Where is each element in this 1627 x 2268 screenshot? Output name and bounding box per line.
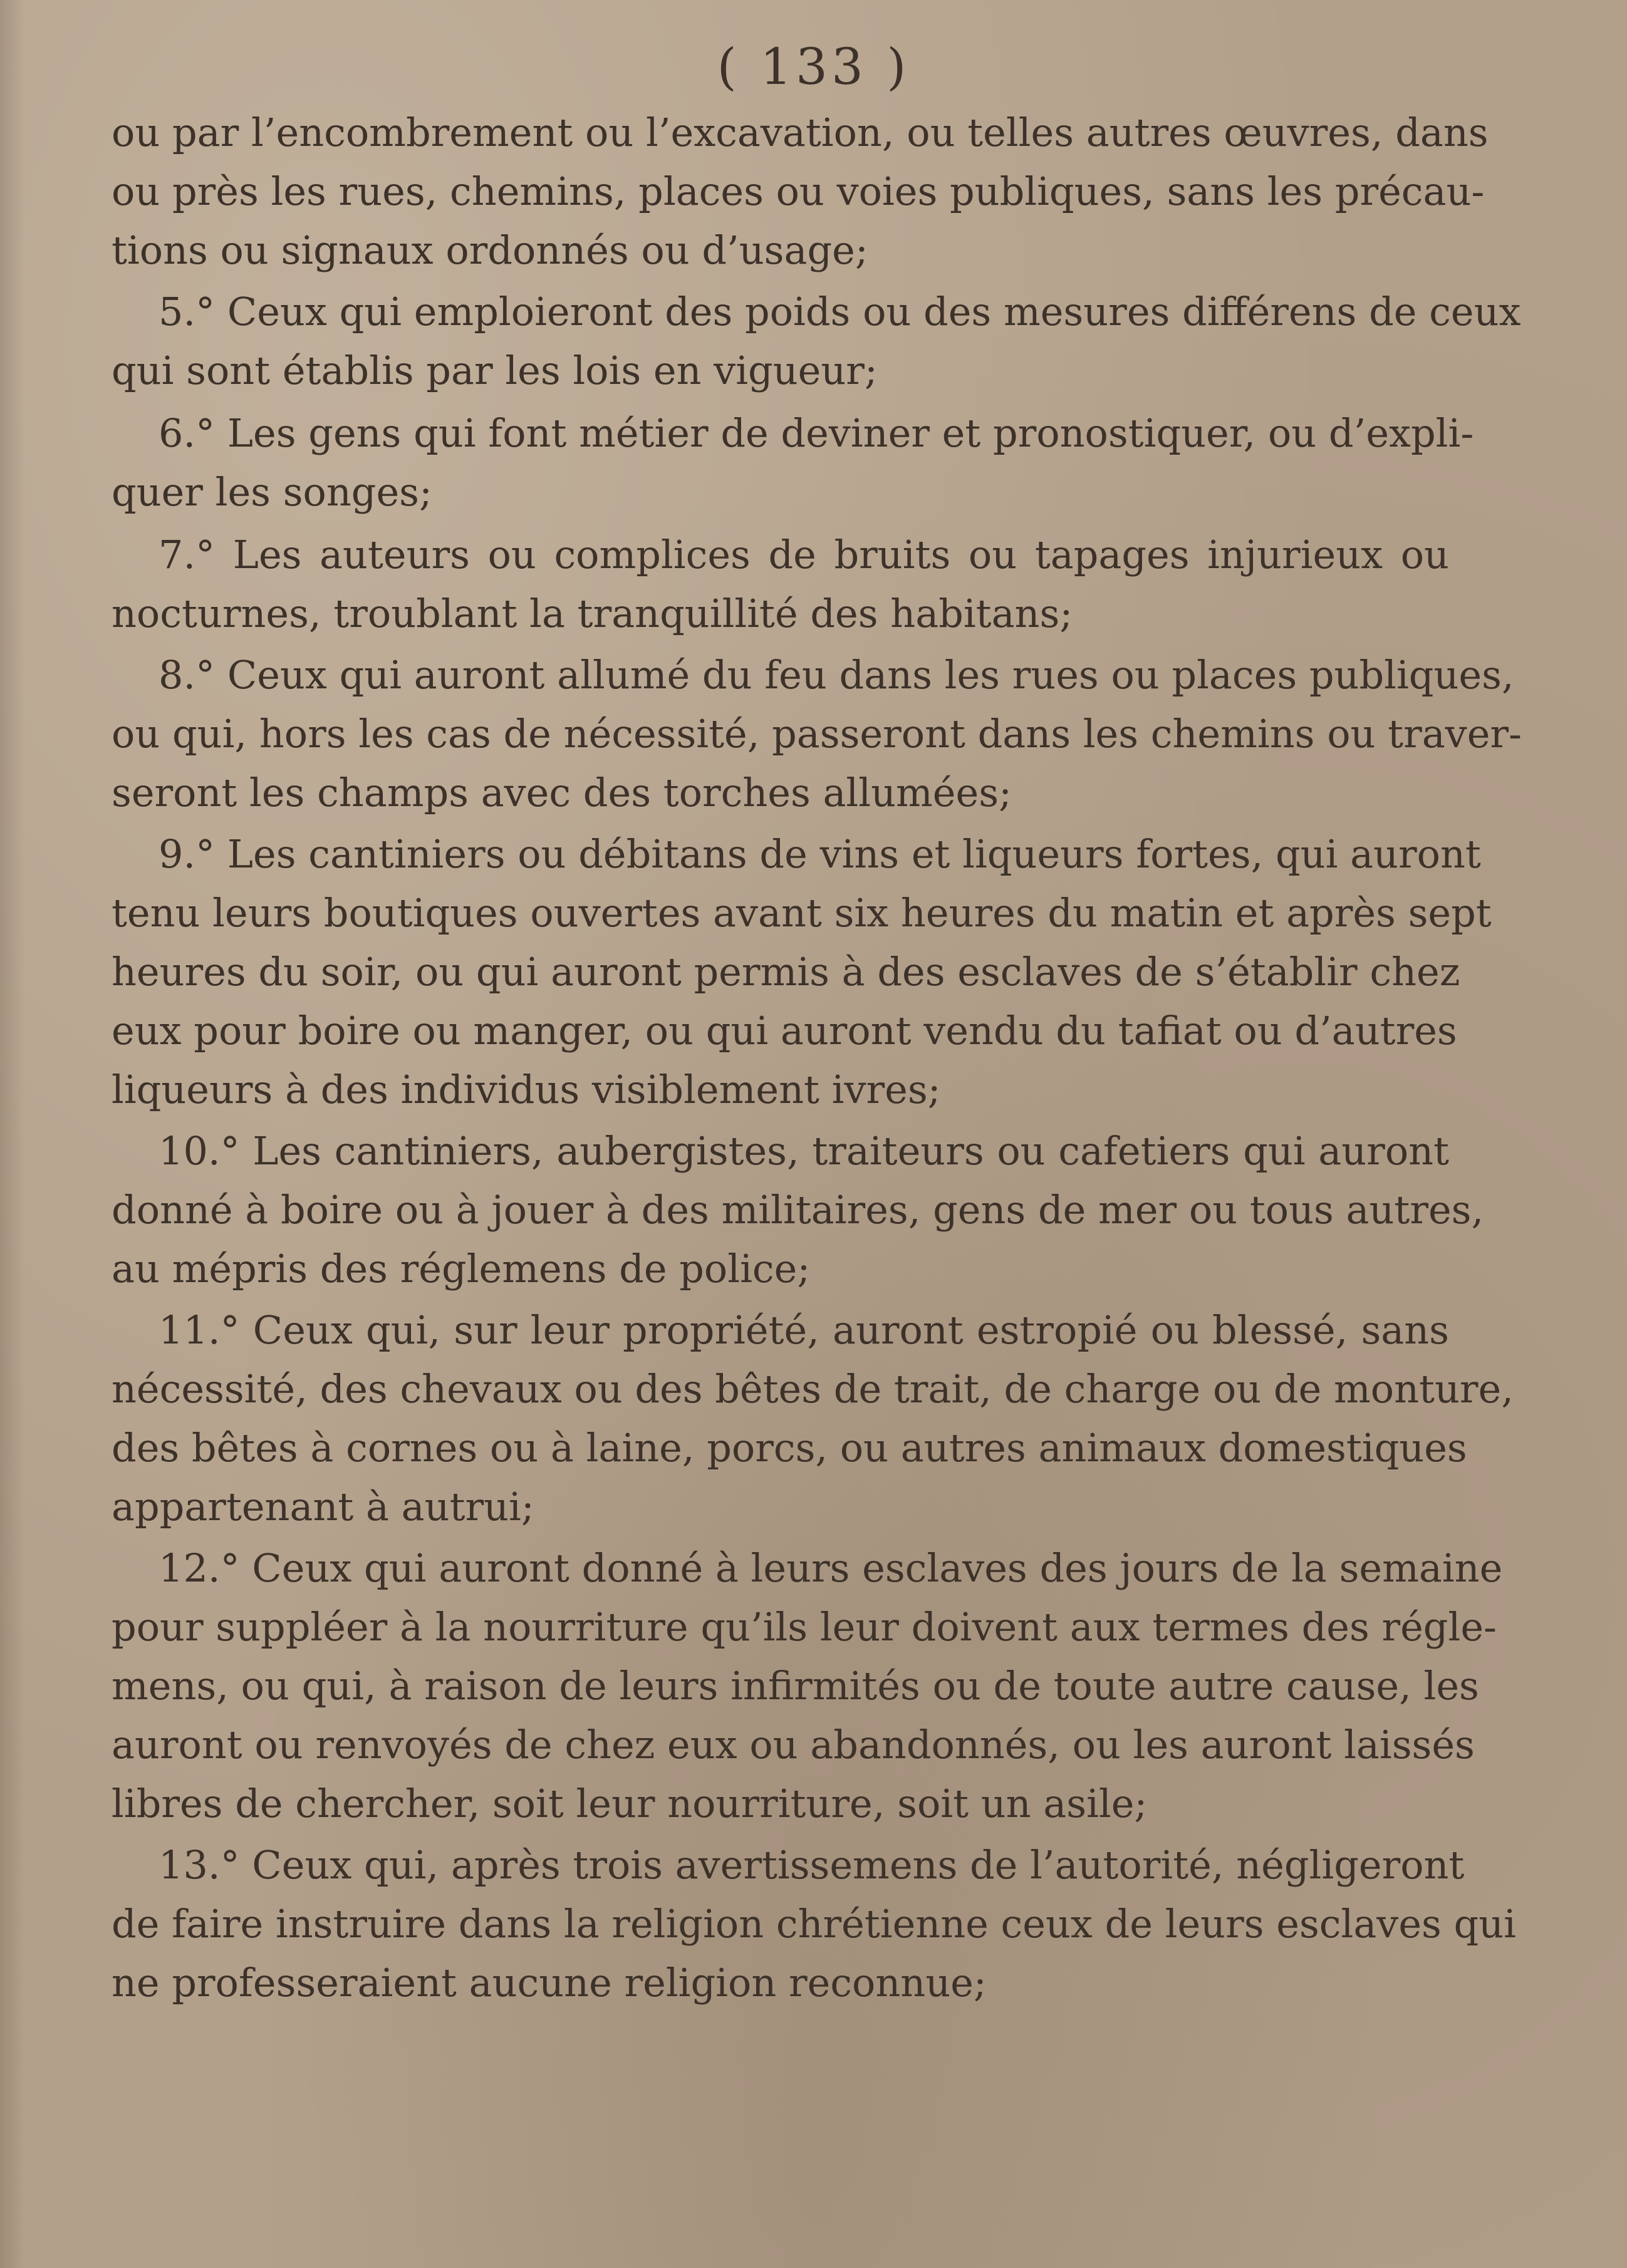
text-line: ou par l’encombrement ou l’excavation, ou telles autres œuvres, dans xyxy=(112,110,1489,155)
text-line: qui sont établis par les lois en vigueur; xyxy=(112,348,878,393)
text-line: 8.° Ceux qui auront allumé du feu dans les rues ou places publiques, xyxy=(159,652,1514,698)
text-line: tenu leurs boutiques ouvertes avant six heures du matin et après sept xyxy=(112,890,1492,936)
text-line: 7.° Les auteurs ou complices de bruits ou tapages injurieux ou xyxy=(159,532,1449,577)
text-line: seront les champs avec des torches allumées; xyxy=(112,770,1012,816)
text-line: 9.° Les cantiniers ou débitans de vins et liqueurs fortes, qui auront xyxy=(159,831,1481,877)
text-line: des bêtes à cornes ou à laine, porcs, ou autres animaux domestiques xyxy=(112,1425,1467,1471)
text-line: appartenant à autrui; xyxy=(112,1484,534,1530)
text-line: 10.° Les cantiniers, aubergistes, traiteurs ou cafetiers qui auront xyxy=(159,1128,1449,1174)
text-line: libres de chercher, soit leur nourriture, soit un asile; xyxy=(112,1781,1148,1826)
page-number: ( 133 ) xyxy=(717,38,910,96)
text-line: ne professeraient aucune religion reconnue; xyxy=(112,1960,987,2006)
text-line: nécessité, des chevaux ou des bêtes de trait, de charge ou de monture, xyxy=(112,1366,1514,1412)
text-line: ou qui, hors les cas de nécessité, passeront dans les chemins ou traver- xyxy=(112,711,1522,757)
text-line: 11.° Ceux qui, sur leur propriété, auront estropié ou blessé, sans xyxy=(159,1307,1449,1353)
text-line: eux pour boire ou manger, ou qui auront vendu du tafiat ou d’autres xyxy=(112,1008,1457,1054)
text-line: au mépris des réglemens de police; xyxy=(112,1246,811,1292)
text-line: liqueurs à des individus visiblement ivres; xyxy=(112,1067,941,1112)
text-line: 12.° Ceux qui auront donné à leurs esclaves des jours de la semaine xyxy=(159,1545,1503,1591)
text-line: 5.° Ceux qui emploieront des poids ou des mesures différens de ceux xyxy=(159,289,1521,334)
text-line: nocturnes, troublant la tranquillité des habitans; xyxy=(112,591,1073,636)
text-line: heures du soir, ou qui auront permis à des esclaves de s’établir chez xyxy=(112,949,1460,995)
text-line: auront ou renvoyés de chez eux ou abandonnés, ou les auront laissés xyxy=(112,1722,1475,1768)
page-edge-shadow xyxy=(0,0,25,2268)
text-line: pour suppléer à la nourriture qu’ils leur doivent aux termes des régle- xyxy=(112,1604,1497,1650)
text-line: ou près les rues, chemins, places ou voies publiques, sans les précau- xyxy=(112,168,1485,214)
text-line: 6.° Les gens qui font métier de deviner et pronostiquer, ou d’expli- xyxy=(159,410,1474,456)
text-line: quer les songes; xyxy=(112,469,432,515)
text-line: de faire instruire dans la religion chrétienne ceux de leurs esclaves qui xyxy=(112,1901,1516,1947)
text-line: donné à boire ou à jouer à des militaires, gens de mer ou tous autres, xyxy=(112,1187,1484,1233)
text-line: tions ou signaux ordonnés ou d’usage; xyxy=(112,227,868,273)
text-line: mens, ou qui, à raison de leurs infirmités ou de toute autre cause, les xyxy=(112,1663,1479,1709)
text-line: 13.° Ceux qui, après trois avertissemens de l’autorité, négligeront xyxy=(159,1842,1465,1888)
